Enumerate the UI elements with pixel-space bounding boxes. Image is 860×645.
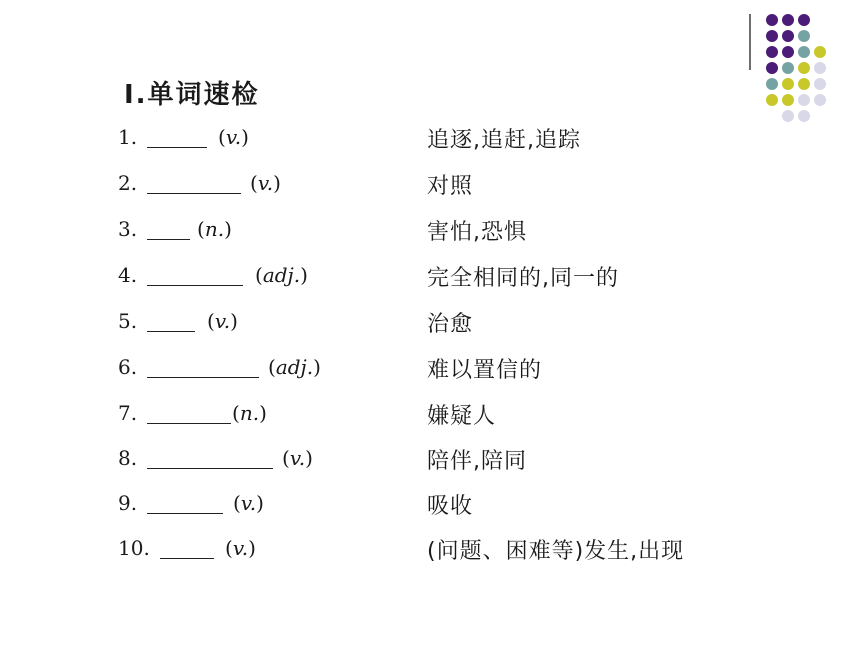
pos-close-paren: )	[224, 217, 232, 241]
pos-open-paren: (	[232, 401, 240, 425]
pos-close-paren: )	[248, 536, 256, 560]
chinese-meaning: 陪伴,陪同	[427, 449, 527, 474]
vocab-row	[0, 399, 860, 431]
pos-open-paren: (	[282, 446, 290, 470]
pos-open-paren: (	[255, 263, 263, 287]
pos-close-paren: )	[300, 263, 308, 287]
pos-open-paren: (	[250, 171, 258, 195]
vocab-row	[0, 261, 860, 293]
pos-close-paren: )	[259, 401, 267, 425]
part-of-speech	[282, 446, 313, 470]
pos-abbrev: adj.	[275, 355, 314, 379]
part-of-speech	[197, 217, 232, 241]
vocab-row	[0, 215, 860, 247]
answer-blank	[147, 513, 223, 514]
item-number: 10.	[118, 536, 150, 560]
item-number: 3.	[118, 217, 138, 241]
part-of-speech	[268, 355, 321, 379]
chinese-meaning: 害怕,恐惧	[427, 220, 527, 245]
part-of-speech	[232, 401, 267, 425]
item-number: 2.	[118, 171, 138, 195]
vocab-row	[0, 169, 860, 201]
chinese-meaning: 对照	[427, 174, 474, 199]
part-of-speech	[225, 536, 256, 560]
item-number: 6.	[118, 355, 138, 379]
vocab-row	[0, 534, 860, 566]
answer-blank	[147, 147, 207, 148]
item-number: 7.	[118, 401, 138, 425]
item-number: 8.	[118, 446, 138, 470]
vocab-row	[0, 307, 860, 339]
item-number: 1.	[118, 125, 138, 149]
pos-abbrev: n.	[204, 217, 225, 241]
chinese-meaning: 完全相同的,同一的	[427, 266, 619, 291]
answer-blank	[147, 285, 243, 286]
pos-close-paren: )	[273, 171, 281, 195]
pos-close-paren: )	[256, 491, 264, 515]
pos-abbrev: v.	[232, 536, 249, 560]
chinese-meaning: 难以置信的	[427, 358, 543, 383]
pos-close-paren: )	[241, 125, 249, 149]
vocab-row	[0, 123, 860, 155]
part-of-speech	[250, 171, 281, 195]
part-of-speech	[255, 263, 308, 287]
section-title: Ⅰ.单词速检	[124, 80, 260, 110]
part-of-speech	[233, 491, 264, 515]
item-number: 5.	[118, 309, 138, 333]
item-number: 4.	[118, 263, 138, 287]
pos-close-paren: )	[230, 309, 238, 333]
pos-open-paren: (	[218, 125, 226, 149]
pos-close-paren: )	[305, 446, 313, 470]
pos-close-paren: )	[313, 355, 321, 379]
chinese-meaning: 治愈	[427, 312, 474, 337]
answer-blank	[147, 193, 241, 194]
pos-open-paren: (	[225, 536, 233, 560]
answer-blank	[147, 239, 190, 240]
answer-blank	[147, 331, 195, 332]
pos-open-paren: (	[233, 491, 241, 515]
pos-abbrev: v.	[225, 125, 242, 149]
pos-abbrev: n.	[239, 401, 260, 425]
vocab-row	[0, 444, 860, 476]
chinese-meaning: 追逐,追赶,追踪	[427, 128, 581, 153]
pos-open-paren: (	[268, 355, 276, 379]
pos-abbrev: adj.	[262, 263, 301, 287]
chinese-meaning: (问题、困难等)发生,出现	[427, 539, 685, 564]
vocab-row	[0, 353, 860, 385]
pos-abbrev: v.	[257, 171, 274, 195]
pos-abbrev: v.	[289, 446, 306, 470]
pos-open-paren: (	[197, 217, 205, 241]
vocab-row	[0, 489, 860, 521]
answer-blank	[147, 423, 231, 424]
part-of-speech	[218, 125, 249, 149]
answer-blank	[147, 468, 273, 469]
pos-open-paren: (	[207, 309, 215, 333]
answer-blank	[147, 377, 259, 378]
answer-blank	[160, 558, 214, 559]
pos-abbrev: v.	[214, 309, 231, 333]
item-number: 9.	[118, 491, 138, 515]
part-of-speech	[207, 309, 238, 333]
pos-abbrev: v.	[240, 491, 257, 515]
chinese-meaning: 嫌疑人	[427, 404, 497, 429]
chinese-meaning: 吸收	[427, 494, 474, 519]
